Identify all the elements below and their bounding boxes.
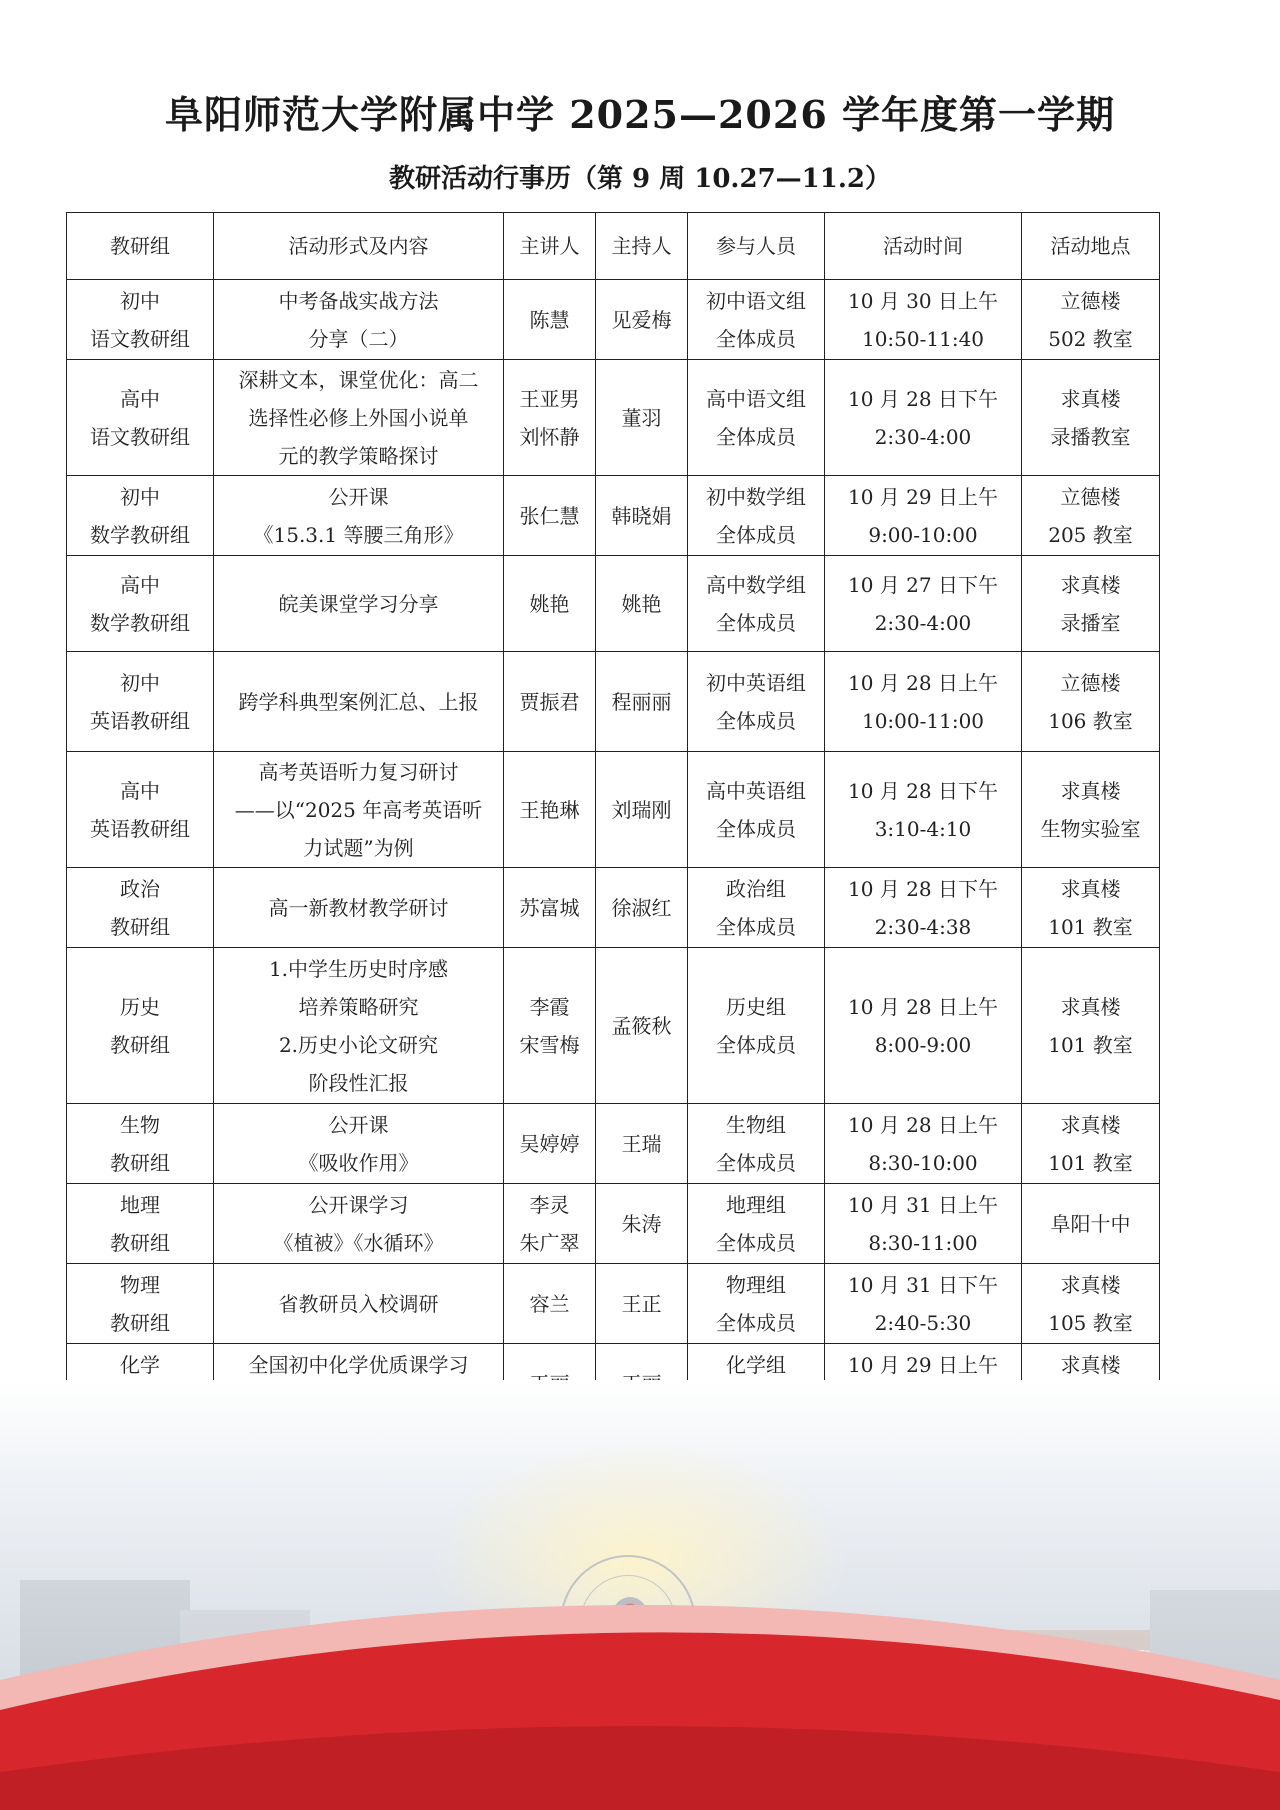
cell-text: 朱涛 — [621, 1211, 662, 1236]
cell-text: 初中 英语教研组 — [90, 670, 190, 733]
cell-host — [596, 1184, 688, 1264]
cell-text: 容兰 — [529, 1291, 570, 1316]
cell-text: 历史 教研组 — [110, 994, 170, 1057]
cell-content — [214, 752, 504, 868]
footer-artwork — [0, 1380, 1280, 1810]
cell-text: 徐淑红 — [611, 895, 672, 920]
cell-content — [214, 1104, 504, 1184]
cell-content — [214, 652, 504, 752]
cell-participants — [688, 948, 825, 1104]
table-row — [67, 652, 1160, 752]
cell-text: 求真楼 生物实验室 — [1040, 778, 1141, 841]
cell-place — [1022, 556, 1160, 652]
cell-text: 吴婷婷 — [519, 1131, 580, 1156]
cell-text: 高中 语文教研组 — [90, 386, 190, 449]
cell-speaker — [504, 280, 596, 360]
cell-text: 地理组 全体成员 — [716, 1192, 796, 1255]
cell-group — [67, 360, 214, 476]
cell-text: 李霞 宋雪梅 — [519, 994, 580, 1057]
cell-time — [825, 1264, 1022, 1344]
cell-host — [596, 752, 688, 868]
column-header-host: 主持人 — [596, 213, 688, 280]
cell-text: 地理 教研组 — [110, 1192, 170, 1255]
cell-text: 高中数学组 全体成员 — [706, 572, 806, 635]
table-row — [67, 280, 1160, 360]
cell-text: 王正 — [621, 1291, 662, 1316]
cell-place — [1022, 476, 1160, 556]
cell-host — [596, 360, 688, 476]
cell-speaker — [504, 556, 596, 652]
cell-text: 刘瑞刚 — [611, 797, 672, 822]
cell-place — [1022, 948, 1160, 1104]
cell-text: 立德楼 205 教室 — [1048, 484, 1133, 547]
cell-group — [67, 868, 214, 948]
cell-text: 中考备战实战方法 分享（二） — [278, 288, 439, 351]
cell-participants — [688, 868, 825, 948]
cell-participants — [688, 556, 825, 652]
cell-content — [214, 1264, 504, 1344]
cell-participants — [688, 1264, 825, 1344]
cell-time — [825, 1184, 1022, 1264]
cell-group — [67, 652, 214, 752]
cell-time — [825, 280, 1022, 360]
cell-host — [596, 556, 688, 652]
cell-text: 高中 数学教研组 — [90, 572, 190, 635]
cell-text: 初中语文组 全体成员 — [706, 288, 806, 351]
cell-text: 程丽丽 — [611, 689, 672, 714]
cell-text: 孟筱秋 — [611, 1013, 672, 1038]
cell-place — [1022, 868, 1160, 948]
cell-group — [67, 476, 214, 556]
cell-host — [596, 868, 688, 948]
cell-group — [67, 1184, 214, 1264]
cell-time — [825, 652, 1022, 752]
cell-speaker — [504, 652, 596, 752]
cell-participants — [688, 1184, 825, 1264]
cell-text: 初中 数学教研组 — [90, 484, 190, 547]
cell-speaker — [504, 948, 596, 1104]
cell-time — [825, 1104, 1022, 1184]
column-header-content: 活动形式及内容 — [214, 213, 504, 280]
cell-time — [825, 360, 1022, 476]
cell-participants — [688, 476, 825, 556]
cell-text: 求真楼 录播教室 — [1050, 386, 1131, 449]
cell-text: 生物组 全体成员 — [716, 1112, 796, 1175]
cell-text: 10 月 28 日上午 10:00-11:00 — [848, 670, 998, 733]
cell-text: 求真楼 101 教室 — [1048, 876, 1133, 939]
cell-text: 姚艳 — [621, 591, 662, 616]
cell-text: 王瑞 — [621, 1131, 662, 1156]
page-title: 阜阳师范大学附属中学 2025—2026 学年度第一学期 — [165, 92, 1115, 137]
cell-place — [1022, 1264, 1160, 1344]
cell-text: 公开课 《15.3.1 等腰三角形》 — [253, 484, 464, 547]
cell-text: 求真楼 — [1060, 1352, 1121, 1377]
cell-participants — [688, 752, 825, 868]
cell-text: 10 月 29 日上午 9:00-10:00 — [848, 484, 998, 547]
cell-text: 全国初中化学优质课学习 — [248, 1352, 469, 1377]
cell-content — [214, 868, 504, 948]
cell-text: 求真楼 101 教室 — [1048, 994, 1133, 1057]
table-row — [67, 556, 1160, 652]
column-header-group: 教研组 — [67, 213, 214, 280]
cell-time — [825, 556, 1022, 652]
column-header-participants: 参与人员 — [688, 213, 825, 280]
cell-speaker — [504, 868, 596, 948]
cell-text: 初中英语组 全体成员 — [706, 670, 806, 733]
cell-host — [596, 1264, 688, 1344]
cell-text: 苏富城 — [519, 895, 580, 920]
column-header-speaker: 主讲人 — [504, 213, 596, 280]
cell-text: 物理组 全体成员 — [716, 1272, 796, 1335]
cell-text: 张仁慧 — [519, 503, 580, 528]
cell-time — [825, 476, 1022, 556]
cell-group — [67, 752, 214, 868]
cell-text: 化学 — [120, 1352, 160, 1377]
cell-content — [214, 1184, 504, 1264]
cell-text: 王艳琳 — [519, 797, 580, 822]
cell-text: 物理 教研组 — [110, 1272, 170, 1335]
cell-text: 求真楼 录播室 — [1060, 572, 1121, 635]
cell-text: 10 月 28 日下午 2:30-4:38 — [848, 876, 998, 939]
cell-text: 立德楼 106 教室 — [1048, 670, 1133, 733]
cell-text: 董羽 — [621, 405, 662, 430]
cell-text: 10 月 28 日下午 3:10-4:10 — [848, 778, 998, 841]
cell-text: 历史组 全体成员 — [716, 994, 796, 1057]
cell-host — [596, 1104, 688, 1184]
cell-text: 政治组 全体成员 — [716, 876, 796, 939]
cell-place — [1022, 1184, 1160, 1264]
cell-host — [596, 652, 688, 752]
cell-host — [596, 280, 688, 360]
cell-text: 10 月 27 日下午 2:30-4:00 — [848, 572, 998, 635]
table-row — [67, 476, 1160, 556]
cell-participants — [688, 360, 825, 476]
cell-group — [67, 280, 214, 360]
cell-speaker — [504, 1264, 596, 1344]
cell-content — [214, 556, 504, 652]
table-row — [67, 360, 1160, 476]
cell-text: 求真楼 101 教室 — [1048, 1112, 1133, 1175]
cell-text: 10 月 29 日上午 — [848, 1352, 998, 1377]
cell-time — [825, 868, 1022, 948]
cell-group — [67, 1104, 214, 1184]
cell-text: 高中英语组 全体成员 — [706, 778, 806, 841]
cell-text: 初中数学组 全体成员 — [706, 484, 806, 547]
cell-text: 化学组 — [726, 1352, 786, 1377]
cell-place — [1022, 360, 1160, 476]
cell-text: 10 月 31 日下午 2:40-5:30 — [848, 1272, 998, 1335]
cell-text: 10 月 31 日上午 8:30-11:00 — [848, 1192, 998, 1255]
page-subtitle: 教研活动行事历（第 9 周 10.27—11.2） — [389, 164, 891, 194]
cell-speaker — [504, 476, 596, 556]
cell-place — [1022, 1104, 1160, 1184]
cell-group — [67, 1264, 214, 1344]
cell-text: 立德楼 502 教室 — [1048, 288, 1133, 351]
cell-text: 省教研员入校调研 — [278, 1291, 439, 1316]
cell-text: 政治 教研组 — [110, 876, 170, 939]
cell-speaker — [504, 1104, 596, 1184]
table-header-row — [67, 213, 1160, 280]
cell-text: 初中 语文教研组 — [90, 288, 190, 351]
cell-text: 高中语文组 全体成员 — [706, 386, 806, 449]
cell-place — [1022, 752, 1160, 868]
cell-text: 皖美课堂学习分享 — [278, 591, 439, 616]
cell-text: 韩晓娟 — [611, 503, 672, 528]
cell-place — [1022, 280, 1160, 360]
cell-text: 求真楼 105 教室 — [1048, 1272, 1133, 1335]
cell-group — [67, 556, 214, 652]
cell-content — [214, 280, 504, 360]
cell-content — [214, 476, 504, 556]
cell-text: 陈慧 — [529, 307, 570, 332]
cell-speaker — [504, 1184, 596, 1264]
cell-text: 深耕文本，课堂优化：高二 选择性必修上外国小说单 元的教学策略探讨 — [238, 367, 479, 468]
cell-text: 1.中学生历史时序感 培养策略研究 2.历史小论文研究 阶段性汇报 — [268, 956, 449, 1095]
table-row — [67, 868, 1160, 948]
cell-participants — [688, 652, 825, 752]
cell-content — [214, 360, 504, 476]
cell-text: 阜阳十中 — [1050, 1211, 1131, 1236]
table-row — [67, 752, 1160, 868]
cell-text: 王亚男 刘怀静 — [519, 386, 580, 449]
column-header-place: 活动地点 — [1022, 213, 1160, 280]
cell-text: 高一新教材教学研讨 — [268, 895, 449, 920]
cell-participants — [688, 280, 825, 360]
cell-text: 高考英语听力复习研讨 ——以“2025 年高考英语听 力试题”为例 — [234, 759, 483, 860]
cell-text: 10 月 28 日上午 8:00-9:00 — [848, 994, 998, 1057]
table-row — [67, 1184, 1160, 1264]
cell-place — [1022, 652, 1160, 752]
cell-text: 高中 英语教研组 — [90, 778, 190, 841]
cell-group — [67, 948, 214, 1104]
cell-content — [214, 948, 504, 1104]
table-row — [67, 948, 1160, 1104]
cell-text: 10 月 28 日上午 8:30-10:00 — [848, 1112, 998, 1175]
cell-host — [596, 476, 688, 556]
table-row — [67, 1104, 1160, 1184]
cell-time — [825, 948, 1022, 1104]
column-header-time: 活动时间 — [825, 213, 1022, 280]
cell-speaker — [504, 752, 596, 868]
cell-text: 跨学科典型案例汇总、上报 — [238, 689, 479, 714]
cell-text: 贾振君 — [519, 689, 580, 714]
cell-text: 10 月 30 日上午 10:50-11:40 — [848, 288, 998, 351]
cell-text: 公开课学习 《植被》《水循环》 — [273, 1192, 444, 1255]
red-wave-banner — [0, 1380, 1280, 1810]
cell-text: 10 月 28 日下午 2:30-4:00 — [848, 386, 998, 449]
cell-text: 公开课 《吸收作用》 — [298, 1112, 419, 1175]
table-row — [67, 1264, 1160, 1344]
cell-host — [596, 948, 688, 1104]
cell-time — [825, 752, 1022, 868]
cell-text: 李灵 朱广翠 — [519, 1192, 580, 1255]
cell-text: 见爱梅 — [611, 307, 672, 332]
cell-text: 姚艳 — [529, 591, 570, 616]
cell-participants — [688, 1104, 825, 1184]
schedule-table — [66, 212, 1160, 1504]
cell-text: 生物 教研组 — [110, 1112, 170, 1175]
cell-speaker — [504, 360, 596, 476]
